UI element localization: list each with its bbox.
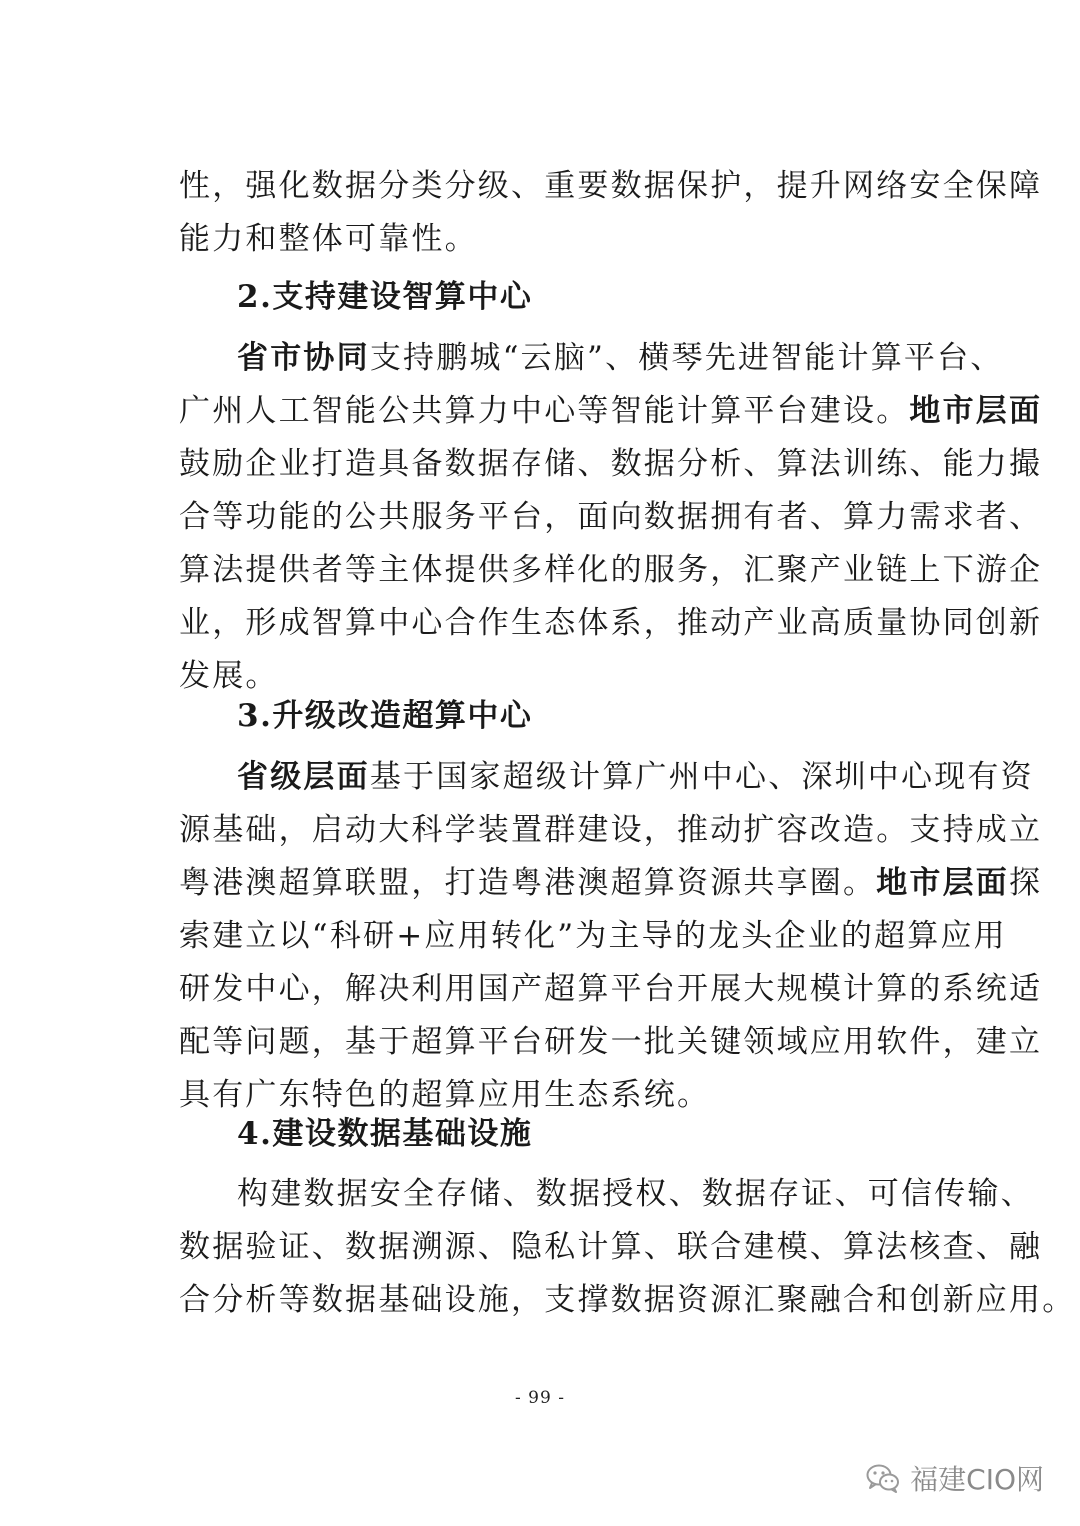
watermark-text: 福建CIO网 — [910, 1463, 1044, 1496]
heading-text: 3.升级改造超算中心 — [237, 698, 533, 734]
text-span: 支持鹏城“云脑”、横琴先进智能计算平台、 — [369, 340, 1004, 376]
text-line: 合分析等数据基础设施，支撑数据资源汇聚融合和创新应用。 — [179, 1282, 1076, 1318]
text-line: 索建立以“科研+应用转化”为主导的龙头企业的超算应用 — [179, 918, 1007, 954]
paragraph-1 — [179, 160, 1043, 266]
bold-label: 地市层面 — [909, 393, 1043, 429]
text-span: 粤港澳超算联盟，打造粤港澳超算资源共享圈。 — [179, 865, 877, 901]
text-line: 配等问题，基于超算平台研发一批关键领域应用软件，建立 — [179, 1024, 1043, 1060]
bold-label: 地市层面 — [876, 865, 1010, 901]
page-number: - 99 - — [515, 1388, 565, 1408]
section-heading-4 — [179, 1108, 919, 1161]
bold-label: 省市协同 — [237, 340, 370, 376]
watermark — [866, 1458, 1044, 1498]
text-span: 探 — [1009, 865, 1043, 901]
heading-text: 2.支持建设智算中心 — [237, 279, 533, 315]
text-line — [179, 332, 1004, 385]
text-line: 数据验证、数据溯源、隐私计算、联合建模、算法核查、融 — [179, 1229, 1043, 1265]
text-line: 业，形成智算中心合作生态体系，推动产业高质量协同创新 — [179, 605, 1043, 641]
text-line — [179, 857, 1043, 910]
section-heading-3 — [179, 690, 919, 743]
bold-label: 省级层面 — [237, 759, 370, 795]
paragraph-4 — [179, 1168, 1076, 1327]
text-line — [179, 385, 1043, 438]
text-line — [179, 751, 1034, 804]
text-span: 广州人工智能公共算力中心等智能计算平台建设。 — [179, 393, 910, 429]
paragraph-3 — [179, 751, 1043, 1122]
section-heading-2 — [179, 271, 919, 324]
text-line: 研发中心，解决利用国产超算平台开展大规模计算的系统适 — [179, 971, 1043, 1007]
text-line: 性，强化数据分类分级、重要数据保护，提升网络安全保障 — [179, 168, 1043, 204]
text-line: 合等功能的公共服务平台，面向数据拥有者、算力需求者、 — [179, 499, 1043, 535]
text-span: 基于国家超级计算广州中心、深圳中心现有资 — [369, 759, 1034, 795]
text-line: 算法提供者等主体提供多样化的服务，汇聚产业链上下游企 — [179, 552, 1043, 588]
wechat-icon — [866, 1463, 900, 1493]
text-line: 源基础，启动大科学装置群建设，推动扩容改造。支持成立 — [179, 812, 1043, 848]
text-line: 具有广东特色的超算应用生态系统。 — [179, 1077, 711, 1113]
text-line: 鼓励企业打造具备数据存储、数据分析、算法训练、能力撮 — [179, 446, 1043, 482]
heading-text: 4.建设数据基础设施 — [237, 1116, 533, 1152]
text-line: 构建数据安全存储、数据授权、数据存证、可信传输、 — [237, 1176, 1034, 1212]
text-line: 发展。 — [179, 658, 279, 694]
paragraph-2 — [179, 332, 1043, 703]
text-line: 能力和整体可靠性。 — [179, 221, 478, 257]
